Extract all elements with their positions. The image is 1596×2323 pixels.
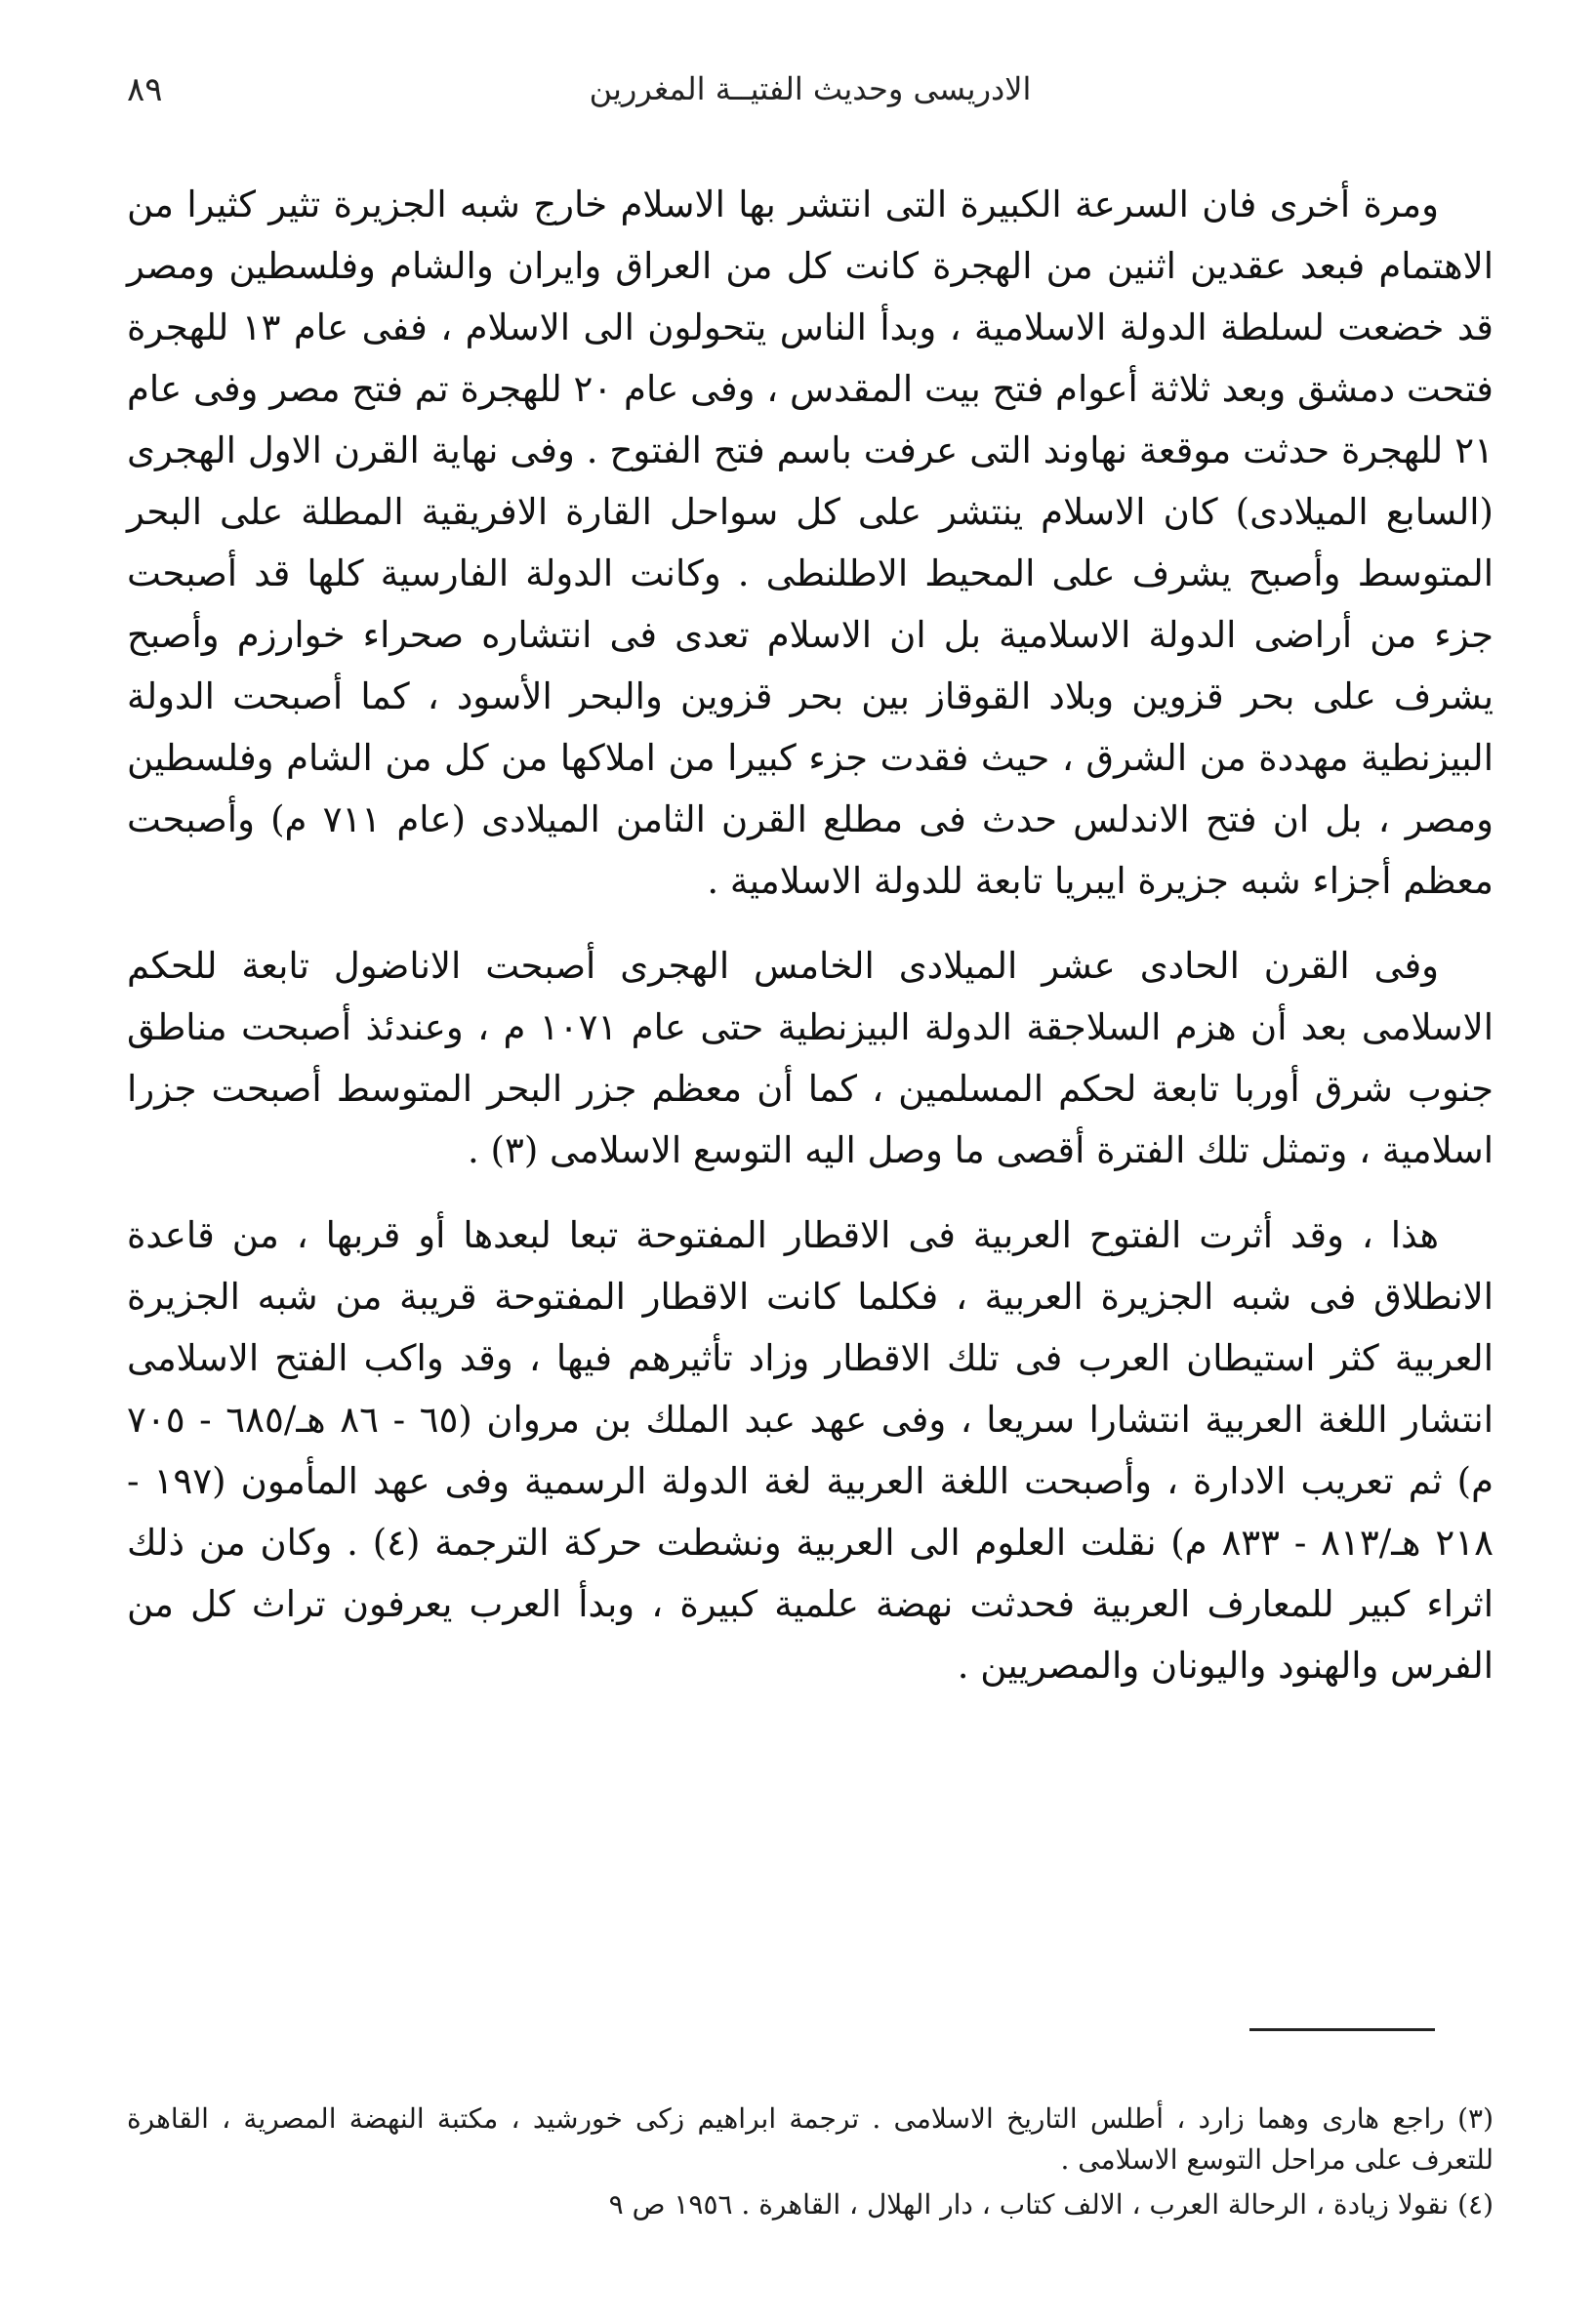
page-header xyxy=(127,70,1494,129)
footnotes xyxy=(127,2099,1494,2229)
footnote-divider xyxy=(1249,2028,1435,2031)
paragraph-1: ومرة أخرى فان السرعة الكبيرة التى انتشر بها الاسلام خارج شبه الجزيرة تثير كثيرا من الاهتمام فبعد عقدين اثنين من الهجرة كانت كل من العراق وايران والشام وفلسطين ومصر قد خضعت لسلطة الدولة الاسلامية ، وبدأ الناس يتحولون الى الاسلام ، ففى عام ١٣ للهجرة فتحت دمشق وبعد ثلاثة أعوام فتح بيت المقدس ، وفى عام ٢٠ للهجرة تم فتح مصر وفى عام ٢١ للهجرة حدثت موقعة نهاوند التى عرفت باسم فتح الفتوح . وفى نهاية القرن الاول الهجرى (السابع الميلادى) كان الاسلام ينتشر على كل سواحل القارة الافريقية المطلة على البحر المتوسط وأصبح يشرف على المحيط الاطلنطى . وكانت الدولة الفارسية كلها قد أصبحت جزء من أراضى الدولة الاسلامية بل ان الاسلام تعدى فى انتشاره صحراء خوارزم وأصبح يشرف على بحر قزوين وبلاد القوقاز بين بحر قزوين والبحر الأسود ، كما أصبحت الدولة البيزنطية مهددة من الشرق ، حيث فقدت جزء كبيرا من املاكها من كل من الشام وفلسطين ومصر ، بل ان فتح الاندلس حدث فى مطلع القرن الثامن الميلادى (عام ٧١١ م) وأصبحت معظم أجزاء شبه جزيرة ايبريا تابعة للدولة الاسلامية . xyxy=(127,183,1494,902)
running-title: الادريسى وحديث الفتيــة المغررين xyxy=(589,70,1032,107)
footnote-4: (٤) نقولا زيادة ، الرحالة العرب ، الالف كتاب ، دار الهلال ، القاهرة . ١٩٥٦ ص ٩ xyxy=(608,2188,1494,2221)
paragraph-2: وفى القرن الحادى عشر الميلادى الخامس الهجرى أصبحت الاناضول تابعة للحكم الاسلامى بعد أن هزم السلاجقة الدولة البيزنطية حتى عام ١٠٧١ م ، وعندئذ أصبحت مناطق جنوب شرق أوربا تابعة لحكم المسلمين ، كما أن معظم جزر البحر المتوسط أصبحت جزرا اسلامية ، وتمثل تلك الفترة أقصى ما وصل اليه التوسع الاسلامى (٣) . xyxy=(127,945,1494,1171)
footnote-3: (٣) راجع هارى وهما زارد ، أطلس التاريخ الاسلامى . ترجمة ابراهيم زكى خورشيد ، مكتبة النهضة المصرية ، القاهرة للتعرف على مراحل التوسع الاسلامى . xyxy=(127,2102,1494,2176)
page-number: ٨٩ xyxy=(127,70,163,109)
body-text xyxy=(127,174,1494,1720)
paragraph-3: هذا ، وقد أثرت الفتوح العربية فى الاقطار المفتوحة تبعا لبعدها أو قربها ، من قاعدة الانطلاق فى شبه الجزيرة العربية ، فكلما كانت الاقطار المفتوحة قريبة من شبه الجزيرة العربية كثر استيطان العرب فى تلك الاقطار وزاد تأثيرهم فيها ، وقد واكب الفتح الاسلامى انتشار اللغة العربية انتشارا سريعا ، وفى عهد عبد الملك بن مروان (٦٥ - ٨٦ هـ/٦٨٥ - ٧٠٥ م) ثم تعريب الادارة ، وأصبحت اللغة العربية لغة الدولة الرسمية وفى عهد المأمون (١٩٧ - ٢١٨ هـ/٨١٣ - ٨٣٣ م) نقلت العلوم الى العربية ونشطت حركة الترجمة (٤) . وكان من ذلك اثراء كبير للمعارف العربية فحدثت نهضة علمية كبيرة ، وبدأ العرب يعرفون تراث كل من الفرس والهنود واليونان والمصريين . xyxy=(127,1214,1494,1687)
